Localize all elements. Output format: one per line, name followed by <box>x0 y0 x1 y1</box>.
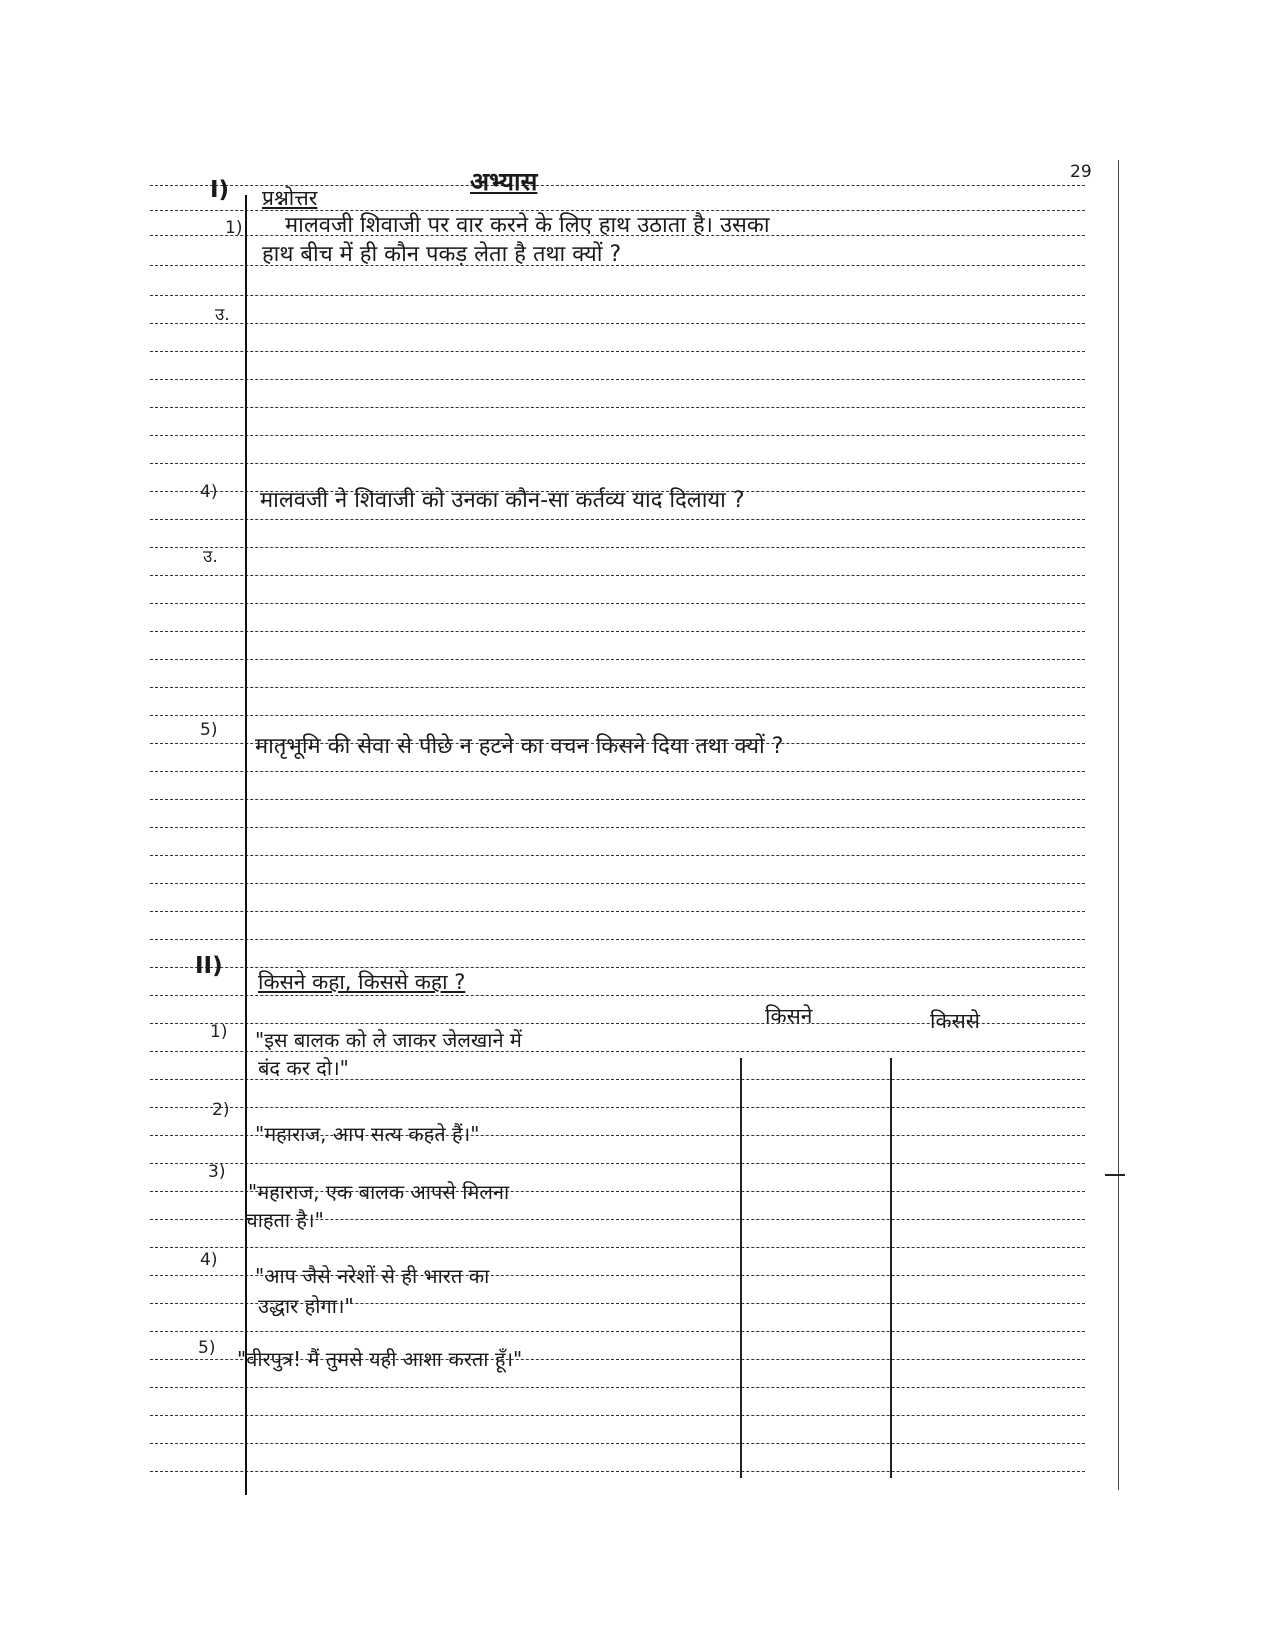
ruled-line <box>150 351 1085 352</box>
section-title: किसने कहा, किससे कहा ? <box>258 970 466 994</box>
question-text: मालवजी शिवाजी पर वार करने के लिए हाथ उठाता है। उसका <box>285 213 770 238</box>
section-marker: I) <box>210 177 230 203</box>
question-number: 5) <box>200 720 218 740</box>
ruled-line <box>150 295 1085 296</box>
ruled-line <box>150 547 1085 548</box>
page-heading: अभ्यास <box>470 167 538 196</box>
ruled-line <box>150 687 1085 688</box>
page-edge <box>1118 160 1119 1490</box>
quote-text: "इस बालक को ले जाकर जेलखाने में <box>255 1028 522 1052</box>
ruled-line <box>150 323 1085 324</box>
column-header-who: किसने <box>765 1004 813 1028</box>
ruled-line <box>150 827 1085 828</box>
quote-text: "वीरपुत्र! मैं तुमसे यही आशा करता हूँ।" <box>237 1347 523 1371</box>
answer-marker: उ. <box>203 547 218 567</box>
item-number: 3) <box>208 1162 226 1182</box>
ruled-line <box>150 1163 1085 1164</box>
item-number: 4) <box>200 1250 218 1270</box>
ruled-line <box>150 603 1085 604</box>
ruled-line <box>150 911 1085 912</box>
quote-text: "आप जैसे नरेशों से ही भारत का <box>255 1264 490 1288</box>
quote-text: उद्धार होगा।" <box>258 1294 354 1318</box>
question-number: 4) <box>200 482 218 502</box>
ruled-line <box>150 1331 1085 1332</box>
table-column-divider <box>740 1058 742 1478</box>
ruled-line <box>150 1471 1085 1472</box>
ruled-line <box>150 1415 1085 1416</box>
question-number: 1) <box>225 218 243 238</box>
ruled-line <box>150 575 1085 576</box>
ruled-line <box>150 435 1085 436</box>
ruled-line <box>150 1247 1085 1248</box>
question-text: हाथ बीच में ही कौन पकड़ लेता है तथा क्यों ? <box>262 242 622 267</box>
quote-text: "महाराज, आप सत्य कहते हैं।" <box>255 1122 480 1146</box>
ruled-line <box>150 659 1085 660</box>
section-marker: II) <box>195 953 223 979</box>
ruled-line <box>150 1107 1085 1108</box>
ruled-line <box>150 379 1085 380</box>
ruled-line <box>150 855 1085 856</box>
section-title: प्रश्नोत्तर <box>262 186 318 210</box>
ruled-line <box>150 519 1085 520</box>
ruled-line <box>150 463 1085 464</box>
question-text: मालवजी ने शिवाजी को उनका कौन-सा कर्तव्य याद दिलाया ? <box>260 488 745 513</box>
margin-line <box>245 195 247 1495</box>
table-column-divider <box>890 1058 892 1478</box>
ruled-line <box>150 407 1085 408</box>
quote-text: "महाराज, एक बालक आपसे मिलना <box>248 1180 510 1204</box>
ruled-line <box>150 1387 1085 1388</box>
answer-marker: उ. <box>215 305 230 325</box>
ruled-line <box>150 939 1085 940</box>
item-number: 2) <box>212 1100 230 1120</box>
item-number: 1) <box>210 1022 228 1042</box>
quote-text: चाहता है।" <box>245 1208 324 1232</box>
column-header-whom: किससे <box>930 1009 980 1033</box>
ruled-line <box>150 715 1085 716</box>
ruled-line <box>150 883 1085 884</box>
ruled-line <box>150 771 1085 772</box>
ruled-line <box>150 631 1085 632</box>
item-number: 5) <box>198 1338 216 1358</box>
question-text: मातृभूमि की सेवा से पीछे न हटने का वचन किसने दिया तथा क्यों ? <box>255 734 784 759</box>
quote-text: बंद कर दो।" <box>258 1056 349 1080</box>
page-number: 29 <box>1070 162 1092 182</box>
ruled-line <box>150 1443 1085 1444</box>
page-edge-mark <box>1105 1174 1125 1176</box>
ruled-line <box>150 799 1085 800</box>
